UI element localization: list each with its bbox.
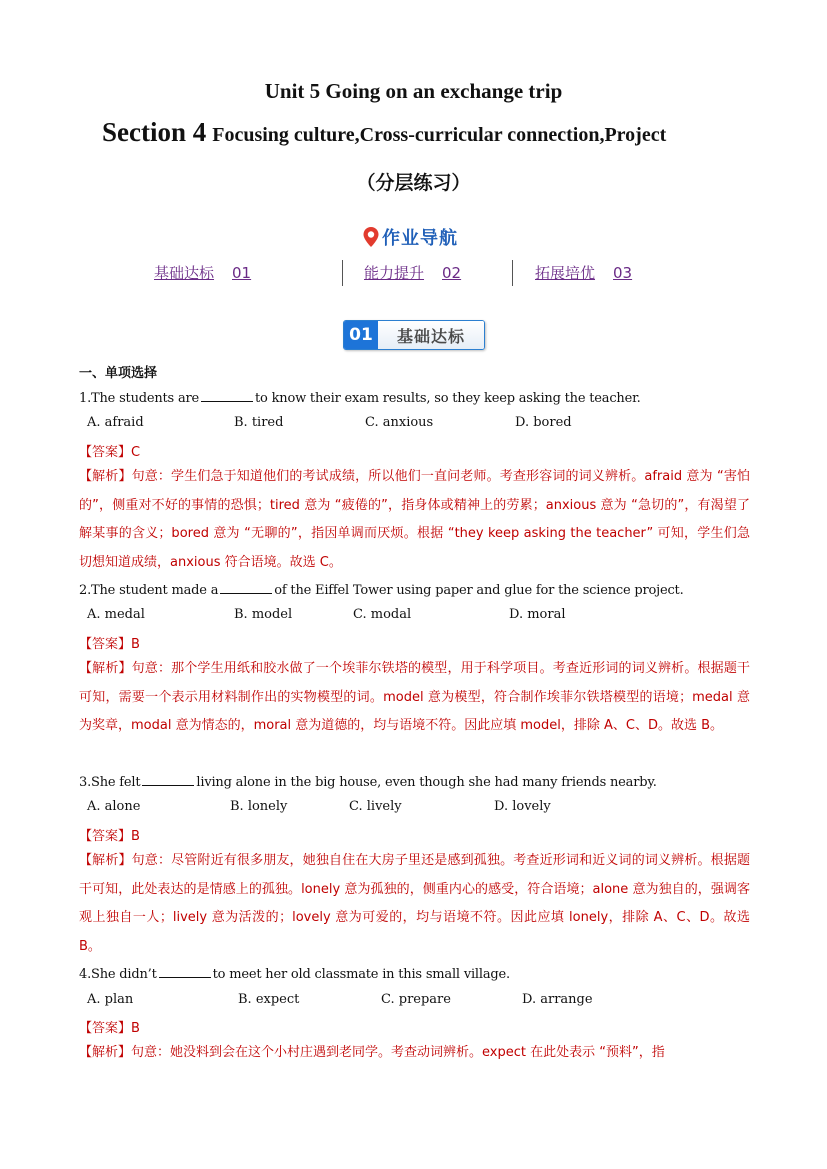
analysis-text: 【解析】句意：学生们急于知道他们的考试成绩，所以他们一直问老师。考查形容词的词义辨析。afraid 意为 “害怕的”，侧重对不好的事情的恐惧；tired 意为 “疲倦的”，指身体或精神上的劳累；anxious 意为 “急切的”，有渴望了解某事的含义；bored 意为 “无聊的”，指因单调而厌烦。根据 “they keep asking the teacher” 可知，学生们急切想知道成绩，anxious 符合语境。故选 C。: [79, 469, 750, 570]
answer-blank: [142, 774, 194, 786]
nav-link-extend[interactable]: [535, 262, 632, 283]
badge-number: 01: [344, 321, 378, 349]
stem-text: 4.She didn’t: [79, 967, 157, 982]
unit-title: Unit 5 Going on an exchange trip: [264, 79, 563, 103]
option-a: A. plan: [87, 992, 134, 1007]
option-d: D. arrange: [522, 992, 593, 1007]
option-b: B. lonely: [230, 799, 288, 814]
stem-text: to know their exam results, so they keep asking the teacher.: [255, 391, 641, 406]
section-title: [102, 117, 666, 148]
nav-link-label: 基础达标: [154, 264, 215, 282]
nav-divider: [342, 260, 343, 286]
stem-text: 2.The student made a: [79, 583, 219, 598]
nav-heading-text: 作业导航: [382, 228, 458, 249]
answer-blank: [159, 966, 211, 978]
option-c: C. prepare: [381, 992, 451, 1007]
nav-link-number: 02: [442, 264, 462, 282]
nav-link-label: 能力提升: [364, 264, 425, 282]
option-d: D. bored: [515, 415, 572, 430]
stem-text: to meet her old classmate in this small village.: [212, 967, 510, 982]
section-badge: [343, 320, 485, 350]
section-label: Section 4: [102, 117, 207, 147]
question-stem: [79, 774, 657, 790]
nav-link-improve[interactable]: [364, 262, 461, 283]
nav-link-number: 03: [613, 264, 633, 282]
nav-link-basic[interactable]: [154, 262, 251, 283]
option-b: B. expect: [238, 992, 300, 1007]
analysis-text: 【解析】句意：她没料到会在这个小村庄遇到老同学。考查动词辨析。expect 在此处表示 “预料”，指: [79, 1045, 665, 1060]
nav-link-number: 01: [232, 264, 252, 282]
question-stem: [79, 390, 641, 406]
option-d: D. moral: [509, 607, 566, 622]
question-stem: [79, 966, 510, 982]
section-subtitle: Focusing culture,Cross-curricular connection,Project: [212, 124, 667, 146]
stem-text: 1.The students are: [79, 391, 200, 406]
section-heading: 一、单项选择: [79, 366, 158, 381]
stem-text: 3.She felt: [79, 775, 141, 790]
option-b: B. tired: [234, 415, 284, 430]
answer-blank: [220, 582, 272, 594]
homework-nav-heading: [362, 224, 458, 250]
location-pin-icon: [362, 226, 380, 248]
option-c: C. lively: [349, 799, 402, 814]
practice-subtitle: （分层练习）: [356, 172, 471, 194]
question-stem: [79, 582, 684, 598]
analysis-text: 【解析】句意：那个学生用纸和胶水做了一个埃菲尔铁塔的模型，用于科学项目。考查近形词的词义辨析。根据题干可知，需要一个表示用材料制作出的实物模型的词。model 意为模型，符合制作埃菲尔铁塔模型的语境；medal 意为奖章，modal 意为情态的，moral 意为道德的，均与语境不符。因此应填 model，排除 A、C、D。故选 B。: [79, 661, 750, 734]
answer-line: 【答案】B: [79, 637, 140, 652]
option-a: A. afraid: [87, 415, 144, 430]
answer-line: 【答案】C: [79, 445, 141, 460]
badge-label: 基础达标: [378, 321, 484, 349]
stem-text: living alone in the big house, even though she had many friends nearby.: [196, 775, 657, 790]
option-d: D. lovely: [494, 799, 551, 814]
nav-link-label: 拓展培优: [535, 264, 596, 282]
homework-nav-links: [0, 260, 827, 286]
answer-blank: [201, 390, 253, 402]
option-b: B. model: [234, 607, 293, 622]
answer-line: 【答案】B: [79, 1021, 140, 1036]
analysis-text: 【解析】句意：尽管附近有很多朋友，她独自住在大房子里还是感到孤独。考查近形词和近义词的词义辨析。根据题干可知，此处表达的是情感上的孤独。lonely 意为孤独的，侧重内心的感受，符合语境；alone 意为独自的，强调客观上独自一人；lively 意为活泼的；lovely 意为可爱的，均与语境不符。因此应填 lonely，排除 A、C、D。故选 B。: [79, 853, 750, 954]
option-c: C. anxious: [365, 415, 434, 430]
option-a: A. medal: [87, 607, 145, 622]
stem-text: of the Eiffel Tower using paper and glue for the science project.: [274, 583, 684, 598]
option-a: A. alone: [87, 799, 141, 814]
nav-divider: [512, 260, 513, 286]
option-c: C. modal: [353, 607, 412, 622]
answer-line: 【答案】B: [79, 829, 140, 844]
